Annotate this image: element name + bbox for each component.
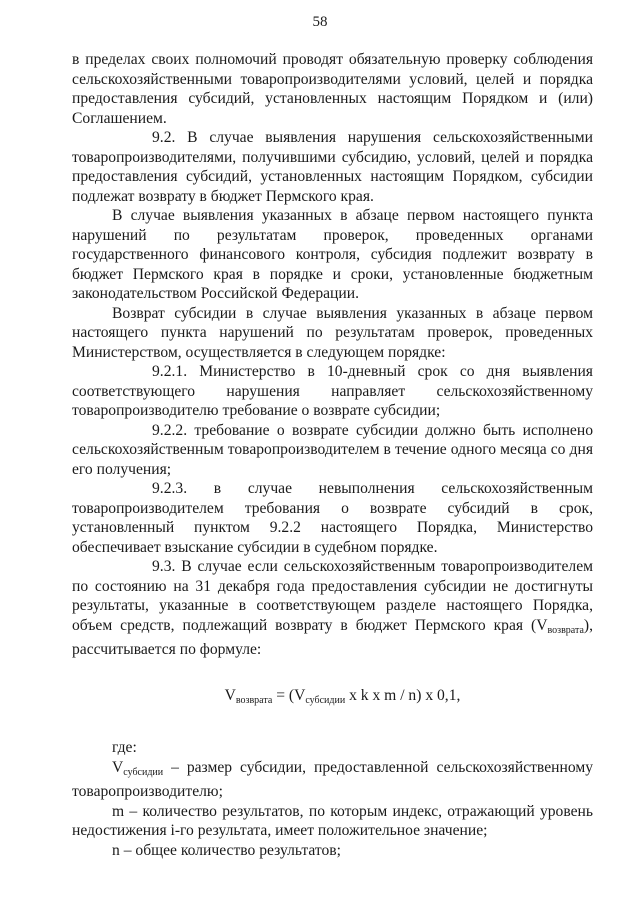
subscript: возврата xyxy=(547,624,584,636)
clause-9-3 xyxy=(72,557,593,660)
clause-number: 9.2.1. xyxy=(152,363,188,380)
definition-text: n – общее количество результатов; xyxy=(112,841,341,859)
paragraph-text: Возврат субсидии в случае выявления указанных в абзаце первом настоящего пункта нарушений по результатам проверок, проведенных Министерством, осуществляется в следующем порядке: xyxy=(72,304,593,361)
clause-text: В случае если сельскохозяйственным товаропроизводителем по состоянию на 31 декабря года предоставления субсидии не достигнуты результаты, указанные в соответствующем разделе настоящего Порядка, объем средств, подлежащий возврату в бюджет Пермского края (V xyxy=(72,558,593,634)
definition-text: – размер субсидии, предоставленной сельскохозяйственному товаропроизводителю; xyxy=(72,758,593,800)
clause-text: в случае невыполнения сельскохозяйственным товаропроизводителем требования о возврате субсидий в срок, установленный пунктом 9.2.2 настоящего Порядка, Министерство обеспечивает взыскание субсидии в судебном порядке. xyxy=(72,480,593,556)
clause-number: 9.2.3. xyxy=(152,480,188,497)
formula-subscript: субсидии xyxy=(305,694,346,706)
where-text: где: xyxy=(112,739,137,756)
clause-text: Министерство в 10-дневный срок со дня выявления соответствующего нарушения направляет сельскохозяйственному товаропроизводителю требование о возврате субсидии; xyxy=(72,363,593,419)
clause-number: 9.3. xyxy=(152,558,176,575)
clause-text: требование о возврате субсидии должно быть исполнено сельскохозяйственным товаропроизводителем в течение одного месяца со дня его получения; xyxy=(72,421,593,478)
paragraph-continuation xyxy=(72,50,593,128)
clause-number: 9.2. xyxy=(152,129,176,146)
paragraph-control-bodies xyxy=(72,206,593,304)
page-number: 58 xyxy=(312,14,328,30)
clause-text: В случае выявления нарушения сельскохозяйственными товаропроизводителями, получившими субсидию, условий, целей и порядка предоставления субсидий, установленных настоящим Порядком, субсидии подлежат возврату в бюджет Пермского края. xyxy=(72,129,593,205)
clause-9-2-2 xyxy=(72,421,593,480)
definition-symbol: V xyxy=(112,758,124,776)
formula-rest: x k x m / n) x 0,1, xyxy=(345,686,461,704)
paragraph-return-procedure xyxy=(72,304,593,363)
clause-number: 9.2.2. xyxy=(152,421,188,439)
document-body xyxy=(72,50,593,860)
clause-9-2-1 xyxy=(72,362,593,421)
where-label xyxy=(72,738,593,758)
definition-v-subsidy xyxy=(72,758,593,802)
formula xyxy=(72,686,593,711)
clause-9-2 xyxy=(72,128,593,206)
paragraph-text: в пределах своих полномочий проводят обязательную проверку соблюдения сельскохозяйственными товаропроизводителями условий, целей и порядка предоставления субсидий, установленных настоящим Порядком и (или) Соглашением. xyxy=(72,51,593,127)
paragraph-text: В случае выявления указанных в абзаце первом настоящего пункта нарушений по результатам проверок, проведенных органами государственного финансового контроля, субсидия подлежит возврату в бюджет Пермского края в порядке и сроки, установленные бюджетным законодательством Российской Федерации. xyxy=(72,207,593,302)
clause-9-2-3 xyxy=(72,479,593,557)
clause-text-end: ), рассчитывается по формуле: xyxy=(72,616,593,658)
definition-m xyxy=(72,802,593,841)
definition-subscript: субсидии xyxy=(123,766,164,778)
definition-text: m – количество результатов, по которым индекс, отражающий уровень недостижения i-го результата, имеет положительное значение; xyxy=(72,802,593,839)
formula-subscript: возврата xyxy=(235,694,273,706)
definition-n xyxy=(72,841,593,861)
formula-symbol: V xyxy=(224,686,236,704)
formula-symbol: = (V xyxy=(272,686,306,704)
